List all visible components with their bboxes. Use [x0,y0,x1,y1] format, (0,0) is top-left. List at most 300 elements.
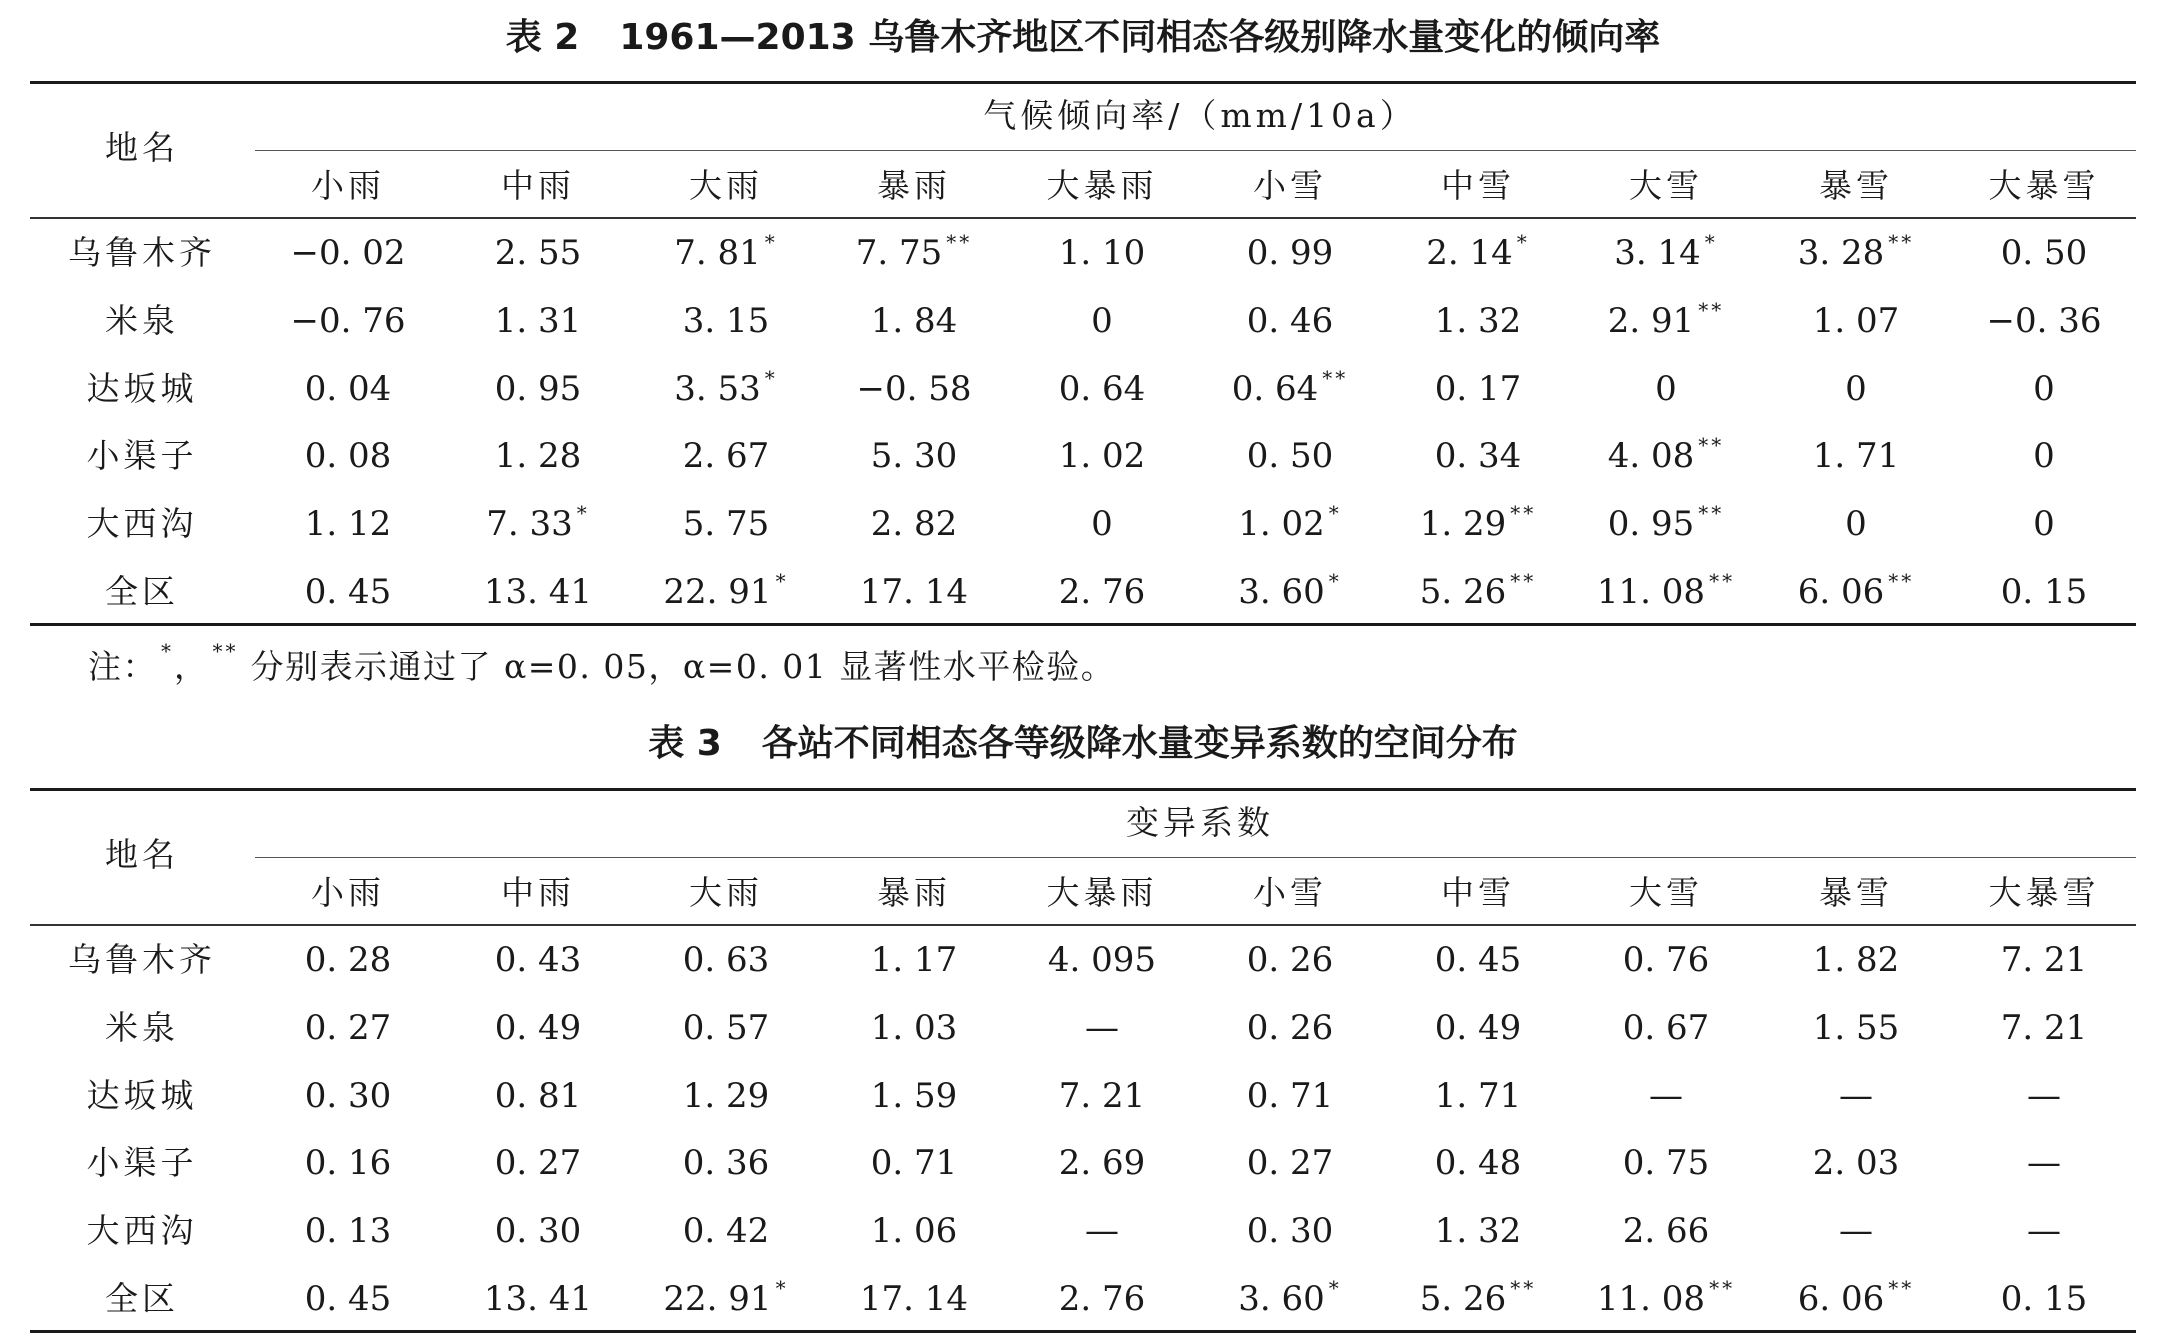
significance-mark: * [775,569,789,593]
cell-value: 1. 17 [870,940,958,980]
cell-value: 0. 49 [494,1007,582,1048]
significance-mark: ** [1698,501,1725,526]
cell-value: 5. 75 [682,504,770,545]
cell-value: −0. 58 [856,368,972,409]
cell-value: 1. 10 [1058,233,1146,273]
cell-value: 0 [2033,368,2055,409]
row-station-name: 达坂城 [86,1075,198,1115]
table-cell [856,368,972,409]
cell-value: 1. 55 [1812,1007,1900,1048]
table-cell [1085,1211,1119,1252]
table-cell [494,1143,582,1184]
table-cell [304,1007,392,1048]
cell-value: 0. 42 [682,1211,770,1252]
cell-value: 2. 91 [1607,300,1695,341]
column-header: 小雨 [311,166,385,205]
cell-value: 2. 76 [1058,1279,1146,1319]
table-cell [1839,1211,1873,1252]
table-3-label: 表 3 [648,723,722,764]
cell-value: 0. 30 [304,1075,392,1116]
row-station-name: 乌鲁木齐 [68,233,216,272]
column-header: 暴雨 [877,873,951,912]
cell-value: 0. 26 [1246,940,1334,980]
table-cell [870,300,958,341]
table-cell [494,436,582,477]
cell-value: 5. 30 [870,436,958,477]
cell-value: 5. 26 [1419,572,1507,612]
table-cell [1434,1143,1522,1184]
table-cell [1231,365,1349,409]
column-header: 小雨 [311,873,385,912]
significance-mark: ** [1888,230,1915,254]
cell-value: −0. 02 [290,233,406,273]
cell-value: 0 [1091,300,1113,341]
table-cell [859,1279,969,1319]
table-cell [304,1143,392,1184]
cell-value: 0. 30 [494,1211,582,1252]
note-mark-double: ** [212,639,239,663]
significance-mark: * [1704,230,1718,254]
cell-value: −0. 76 [290,300,406,341]
cell-value: 1. 02 [1058,436,1146,477]
cell-value: 1. 06 [870,1211,958,1252]
significance-mark: ** [1709,569,1736,593]
cell-value: — [2027,1075,2061,1116]
table-cell [1622,1211,1710,1252]
table-cell [1091,504,1113,545]
cell-value: — [1649,1075,1683,1116]
cell-value: 0 [2033,436,2055,477]
cell-value: 7. 21 [2000,940,2088,980]
table-cell [2000,233,2088,273]
cell-value: 0. 50 [2000,233,2088,273]
table-cell [674,230,778,273]
table-cell [1797,230,1915,273]
cell-value: 0. 75 [1622,1143,1710,1184]
row-station-name: 米泉 [105,1007,179,1047]
column-header: 小雪 [1253,873,1327,912]
table-cell [1797,569,1915,612]
column-header: 中雨 [501,166,575,205]
cell-value: 2. 66 [1622,1211,1710,1252]
row-station-name: 乌鲁木齐 [68,940,216,979]
cell-value: 1. 12 [304,504,392,545]
table-cell [870,940,958,980]
table-3-group-rule [255,857,2136,858]
cell-value: 3. 53 [674,368,761,409]
table-cell [859,572,969,612]
cell-value: 0. 71 [870,1143,958,1184]
table-cell [674,365,778,409]
cell-value: 0. 76 [1622,940,1710,980]
cell-value: 0. 27 [1246,1143,1334,1184]
table-cell [1058,368,1146,409]
cell-value: 1. 82 [1812,940,1900,980]
cell-value: −0. 36 [1986,300,2102,341]
table-cell [1845,504,1867,545]
table-2-caption: 1961—2013 乌鲁木齐地区不同相态各级别降水量变化的倾向率 [619,17,1661,58]
cell-value: 0. 57 [682,1007,770,1048]
table-cell [870,1143,958,1184]
cell-value: 4. 095 [1047,940,1157,980]
table-cell [304,368,392,409]
table-cell [1246,940,1334,980]
column-header: 中雪 [1441,873,1515,912]
cell-value: — [1085,1211,1119,1252]
significance-mark: * [576,501,590,526]
table-cell [1607,433,1725,477]
row-station-name: 小渠子 [86,1143,198,1183]
table-cell [1047,940,1157,980]
column-header: 大暴雨 [1046,873,1158,912]
table-cell [494,300,582,341]
table-cell [1812,1007,1900,1048]
table-cell [1426,230,1530,273]
table-cell [855,230,973,273]
table-cell [1434,1211,1522,1252]
table-cell [1419,501,1537,545]
significance-mark: ** [1698,433,1725,458]
table-cell [1614,230,1718,273]
table-3-top-rule [30,788,2136,791]
table-cell [483,572,593,612]
cell-value: 4. 08 [1607,436,1695,477]
table-2-top-rule [30,81,2136,84]
cell-value: 0. 27 [494,1143,582,1184]
table-cell [2027,1143,2061,1184]
cell-value: 1. 32 [1434,300,1522,341]
table-2-note [88,641,1115,688]
column-header: 大暴雪 [1988,166,2100,205]
significance-mark: ** [1888,569,1915,593]
table-2-label: 表 2 [505,17,580,58]
cell-value: 0. 71 [1246,1075,1334,1116]
row-station-name: 小渠子 [86,436,198,476]
table-2-header-rule [30,217,2136,219]
significance-mark: ** [1322,365,1349,390]
cell-value: 2. 69 [1058,1143,1146,1184]
table-cell [682,940,770,980]
cell-value: 3. 60 [1238,572,1325,612]
table-cell [1246,436,1334,477]
table-cell [1797,1276,1915,1319]
cell-value: 0. 13 [304,1211,392,1252]
cell-value: 1. 03 [870,1007,958,1048]
table-cell [1238,1276,1342,1319]
table-cell [494,1075,582,1116]
table-cell [1091,300,1113,341]
cell-value: 7. 21 [1058,1075,1146,1116]
significance-mark: ** [1888,1276,1915,1300]
table-cell [870,436,958,477]
cell-value: 0. 36 [682,1143,770,1184]
table-cell [870,1075,958,1116]
cell-value: 0. 17 [1434,368,1522,409]
significance-mark: * [764,365,778,390]
column-header: 小雪 [1253,166,1327,205]
table-2-title [0,17,2166,58]
table-cell [2000,1279,2088,1319]
table-cell [682,1007,770,1048]
cell-value: 0. 45 [304,572,392,612]
significance-mark: ** [1510,569,1537,593]
table-cell [1812,436,1900,477]
significance-mark: * [1516,230,1530,254]
cell-value: — [2027,1143,2061,1184]
table-cell [1596,569,1736,612]
table-cell [2033,436,2055,477]
table-cell [1622,1007,1710,1048]
row-station-name: 达坂城 [86,368,198,408]
row-station-name: 米泉 [105,300,179,340]
table-cell [1607,501,1725,545]
significance-mark: ** [946,230,973,254]
cell-value: — [2027,1211,2061,1252]
table-cell [1058,1075,1146,1116]
cell-value: 0. 45 [1434,940,1522,980]
cell-value: 3. 60 [1238,1279,1325,1319]
significance-mark: * [1328,1276,1342,1300]
cell-value: 5. 26 [1419,1279,1507,1319]
table-cell [682,1211,770,1252]
table-cell [1434,1075,1522,1116]
table-cell [1246,1007,1334,1048]
table-2-bottom-rule [30,623,2136,626]
table-cell [870,1007,958,1048]
note-text: 分别表示通过了 α=0. 05，α=0. 01 显著性水平检验。 [250,647,1116,686]
cell-value: 1. 31 [494,300,582,341]
table-cell [1238,501,1342,545]
cell-value: 3. 14 [1614,233,1701,273]
table-cell [682,1143,770,1184]
cell-value: 2. 03 [1812,1143,1900,1184]
table-cell [1655,368,1677,409]
cell-value: 7. 75 [855,233,943,273]
table-cell [1246,1143,1334,1184]
cell-value: 0. 28 [304,940,392,980]
table-cell [1434,436,1522,477]
column-header: 大暴雪 [1988,873,2100,912]
table-cell [304,940,392,980]
cell-value: 1. 28 [494,436,582,477]
cell-value: 7. 21 [2000,1007,2088,1048]
row-station-name: 大西沟 [86,504,198,544]
significance-mark: ** [1510,501,1537,526]
table-cell [682,436,770,477]
table-cell [290,233,406,273]
table-cell [1596,1276,1736,1319]
row-station-name: 大西沟 [86,1211,198,1251]
cell-value: — [1839,1075,1873,1116]
table-cell [1419,1276,1537,1319]
table-cell [1058,572,1146,612]
cell-value: 1. 29 [1419,504,1507,545]
significance-mark: * [1328,569,1342,593]
table-cell [1058,1279,1146,1319]
cell-value: 17. 14 [859,1279,969,1319]
column-header: 大雨 [689,873,763,912]
cell-value: 0. 30 [1246,1211,1334,1252]
cell-value: 1. 02 [1238,504,1325,545]
cell-value: 0. 63 [682,940,770,980]
cell-value: 1. 84 [870,300,958,341]
cell-value: 1. 32 [1434,1211,1522,1252]
table-cell [304,1279,392,1319]
table-cell [486,501,590,545]
cell-value: 0. 48 [1434,1143,1522,1184]
table-cell [1622,1143,1710,1184]
table-cell [1845,368,1867,409]
cell-value: 0. 95 [494,368,582,409]
significance-mark: * [1328,501,1342,526]
table-cell [1812,1143,1900,1184]
table-cell [483,1279,593,1319]
significance-mark: ** [1709,1276,1736,1300]
table-3-caption: 各站不同相态各等级降水量变异系数的空间分布 [761,723,1518,764]
cell-value: 0 [1845,504,1867,545]
cell-value: 6. 06 [1797,1279,1885,1319]
table-cell [494,233,582,273]
table-cell [663,569,789,612]
cell-value: 0. 15 [2000,1279,2088,1319]
table-cell [1246,233,1334,273]
column-header: 暴雨 [877,166,951,205]
table-3-stub-header: 地名 [105,835,179,874]
table-cell [2000,1007,2088,1048]
row-station-name: 全区 [105,572,179,611]
table-cell [1649,1075,1683,1116]
cell-value: 11. 08 [1596,1279,1706,1319]
table-cell [304,1211,392,1252]
cell-value: 0. 45 [304,1279,392,1319]
cell-value: 1. 29 [682,1075,770,1116]
table-cell [1434,300,1522,341]
cell-value: 1. 07 [1812,300,1900,341]
table-cell [1607,297,1725,341]
cell-value: 0. 50 [1246,436,1334,477]
cell-value: 0 [1845,368,1867,409]
table-cell [1058,436,1146,477]
cell-value: 1. 71 [1812,436,1900,477]
table-cell [682,300,770,341]
table-cell [304,504,392,545]
table-cell [2000,940,2088,980]
cell-value: 0. 16 [304,1143,392,1184]
table-cell [1622,940,1710,980]
table-cell [1434,1007,1522,1048]
cell-value: — [1085,1007,1119,1048]
cell-value: 0. 43 [494,940,582,980]
table-3-header-rule [30,924,2136,926]
cell-value: 22. 91 [663,572,772,612]
note-separator: ， [174,647,209,686]
significance-mark: ** [1510,1276,1537,1300]
table-2-group-header: 气候倾向率/（mm/10a） [983,96,1417,135]
cell-value: 0. 46 [1246,300,1334,341]
cell-value: 13. 41 [483,1279,593,1319]
table-cell [870,1211,958,1252]
table-cell [1085,1007,1119,1048]
table-cell [290,300,406,341]
table-cell [304,1075,392,1116]
cell-value: 7. 33 [486,504,573,545]
cell-value: 6. 06 [1797,572,1885,612]
table-cell [2000,572,2088,612]
column-header: 大雨 [689,166,763,205]
table-cell [1058,233,1146,273]
column-header: 暴雪 [1819,166,1893,205]
cell-value: 1. 71 [1434,1075,1522,1116]
column-header: 暴雪 [1819,873,1893,912]
table-cell [494,368,582,409]
cell-value: — [1839,1211,1873,1252]
cell-value: 2. 76 [1058,572,1146,612]
column-header: 大暴雨 [1046,166,1158,205]
table-3-group-header: 变异系数 [1126,803,1274,842]
cell-value: 0. 67 [1622,1007,1710,1048]
cell-value: 0. 95 [1607,504,1695,545]
cell-value: 0. 34 [1434,436,1522,477]
column-header: 大雪 [1629,166,1703,205]
table-cell [1812,300,1900,341]
column-header: 中雨 [501,873,575,912]
cell-value: 0. 15 [2000,572,2088,612]
table-cell [1238,569,1342,612]
table-cell [1812,940,1900,980]
table-cell [682,504,770,545]
cell-value: 0. 81 [494,1075,582,1116]
cell-value: 0. 04 [304,368,392,409]
cell-value: 0 [1655,368,1677,409]
cell-value: 7. 81 [674,233,761,273]
table-2-stub-header: 地名 [105,128,179,167]
cell-value: 2. 55 [494,233,582,273]
table-cell [494,1211,582,1252]
table-cell [1434,368,1522,409]
table-cell [1419,569,1537,612]
cell-value: 3. 28 [1797,233,1885,273]
cell-value: 0. 27 [304,1007,392,1048]
row-station-name: 全区 [105,1279,179,1318]
cell-value: 2. 14 [1426,233,1513,273]
table-cell [1058,1143,1146,1184]
table-cell [2027,1075,2061,1116]
table-cell [1839,1075,1873,1116]
cell-value: 0. 26 [1246,1007,1334,1048]
note-prefix: 注： [88,647,157,686]
table-cell [304,572,392,612]
table-cell [682,1075,770,1116]
cell-value: 11. 08 [1596,572,1706,612]
table-cell [2033,368,2055,409]
cell-value: 0. 99 [1246,233,1334,273]
table-cell [1246,300,1334,341]
table-cell [494,940,582,980]
table-cell [494,1007,582,1048]
table-2-group-rule [255,150,2136,151]
table-cell [1986,300,2102,341]
table-cell [304,436,392,477]
cell-value: 2. 67 [682,436,770,477]
note-mark-single: * [161,639,174,663]
significance-mark: * [764,230,778,254]
table-cell [870,504,958,545]
cell-value: 0. 64 [1231,368,1319,409]
cell-value: 22. 91 [663,1279,772,1319]
cell-value: 2. 82 [870,504,958,545]
table-cell [1246,1211,1334,1252]
table-3-bottom-rule [30,1330,2136,1333]
